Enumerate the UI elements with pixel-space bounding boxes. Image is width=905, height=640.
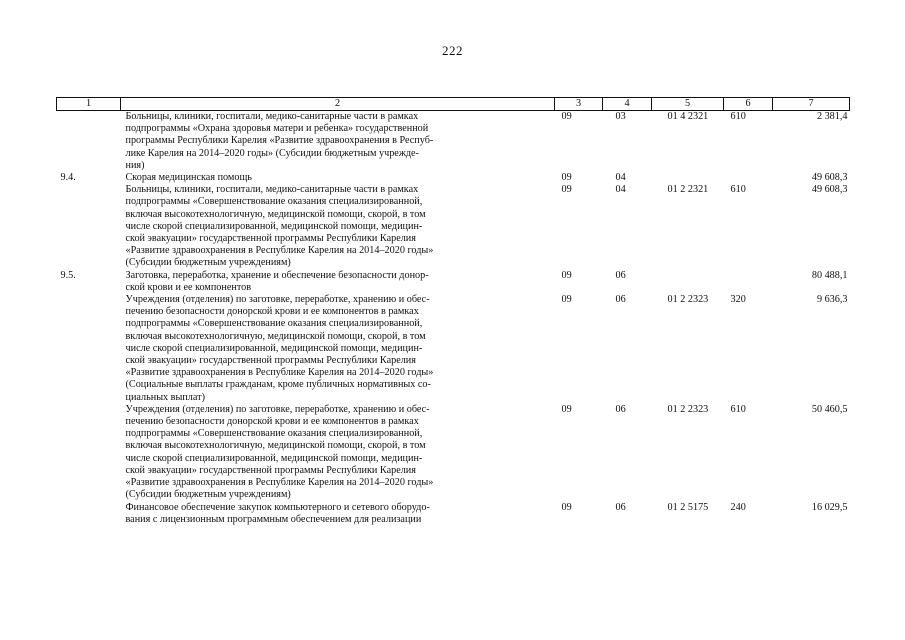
row-name-line: числе скорой специализированной, медицинской помощи, медицин- [125, 452, 423, 464]
row-number-cell [57, 294, 121, 404]
section-code-cell: 09 [561, 172, 572, 184]
subsection-code-cell: 03 [615, 111, 626, 122]
target-article-cell [652, 172, 724, 184]
expense-type-cell: 320 [730, 294, 746, 306]
target-article-cell: 01 4 2321 [667, 111, 709, 122]
budget-table [56, 97, 850, 526]
amount-cell: 2 381,4 [816, 111, 848, 122]
row-name-line: ской эвакуации» государственной программы Республики Карелия [125, 464, 416, 476]
row-name-line: (Субсидии бюджетным учреждениям) [125, 257, 291, 269]
column-header-5: 5 [652, 98, 724, 111]
table-row [57, 270, 850, 294]
row-name-cell [121, 270, 555, 294]
target-article-cell [652, 270, 724, 294]
row-name-cell [121, 172, 555, 184]
target-article-cell: 01 2 2323 [667, 403, 709, 415]
row-name-line: подпрограммы «Совершенствование оказания специализированной, [125, 196, 423, 208]
row-name-cell [121, 184, 555, 269]
amount-cell: 49 608,3 [811, 184, 848, 196]
subsection-code-cell: 06 [615, 403, 626, 415]
target-article-cell: 01 2 2323 [667, 294, 709, 306]
row-name-line: (Социальные выплаты гражданам, кроме публичных нормативных со- [125, 379, 431, 391]
row-name-line: вания с лицензионным программным обеспечением для реализации [125, 513, 422, 525]
row-name-cell [121, 294, 555, 404]
row-number-cell [57, 502, 121, 526]
row-name-line: Больницы, клиники, госпитали, медико-санитарные части в рамках [125, 111, 419, 122]
table-row [57, 111, 850, 173]
column-header-4: 4 [603, 98, 652, 111]
column-header-2: 2 [121, 98, 555, 111]
table-header-row [57, 98, 850, 111]
row-name-line: ской эвакуации» государственной программы Республики Карелия [125, 233, 416, 245]
section-code-cell: 09 [561, 403, 572, 415]
row-name-line: подпрограммы «Охрана здоровья матери и ребенка» государственной [125, 123, 429, 135]
row-number-cell [57, 111, 121, 173]
row-name-line: числе скорой специализированной, медицинской помощи, медицин- [125, 342, 423, 354]
table-row [57, 294, 850, 404]
page-number: 222 [442, 43, 463, 58]
table-row [57, 502, 850, 526]
expense-type-cell: 240 [730, 501, 746, 513]
column-header-3: 3 [555, 98, 603, 111]
amount-cell: 50 460,5 [811, 403, 848, 415]
row-name-line: «Развитие здравоохранения в Республике Карелия на 2014–2020 годы» [125, 367, 434, 379]
row-name-line: печению безопасности донорской крови и ее компонентов в рамках [125, 306, 419, 318]
row-name-line: Больницы, клиники, госпитали, медико-санитарные части в рамках [125, 184, 419, 196]
row-name-line: Скорая медицинская помощь [125, 172, 252, 184]
target-article-cell: 01 2 5175 [667, 501, 709, 513]
expense-type-cell [724, 270, 773, 294]
table-body [57, 111, 850, 526]
section-code-cell: 09 [561, 111, 572, 122]
row-name-line: Учреждения (отделения) по заготовке, переработке, хранению и обес- [125, 403, 430, 415]
row-name-line: лике Карелия на 2014–2020 годы» (Субсидии бюджетным учрежде- [125, 147, 419, 159]
row-name-line: печению безопасности донорской крови и ее компонентов в рамках [125, 416, 419, 428]
amount-cell: 49 608,3 [811, 172, 848, 184]
row-name-cell [121, 111, 555, 173]
row-name-line: программы Республики Карелия «Развитие здравоохранения в Респуб- [125, 135, 434, 147]
column-header-1: 1 [57, 98, 121, 111]
row-name-cell [121, 404, 555, 502]
subsection-code-cell: 04 [615, 184, 626, 196]
expense-type-cell [724, 172, 773, 184]
subsection-code-cell: 06 [615, 269, 626, 281]
row-name-line: ской эвакуации» государственной программы Республики Карелия [125, 355, 416, 367]
column-header-7: 7 [773, 98, 850, 111]
section-code-cell: 09 [561, 269, 572, 281]
row-number-cell [57, 184, 121, 269]
row-name-line: Учреждения (отделения) по заготовке, переработке, хранению и обес- [125, 294, 430, 306]
expense-type-cell: 610 [730, 184, 746, 196]
section-code-cell: 09 [561, 184, 572, 196]
table-row [57, 172, 850, 184]
row-number-cell: 9.5. [60, 269, 76, 281]
amount-cell: 80 488,1 [811, 269, 848, 281]
row-name-line: «Развитие здравоохранения в Республике Карелия на 2014–2020 годы» [125, 477, 434, 489]
row-name-line: циальных выплат) [125, 391, 205, 403]
target-article-cell: 01 2 2321 [667, 184, 709, 196]
section-code-cell: 09 [561, 501, 572, 513]
row-name-line: Заготовка, переработка, хранение и обеспечение безопасности донор- [125, 269, 429, 281]
row-name-cell [121, 502, 555, 526]
row-name-line: «Развитие здравоохранения в Республике Карелия на 2014–2020 годы» [125, 245, 434, 257]
row-name-line: включая высокотехнологичную, медицинской помощи, скорой, в том [125, 208, 426, 220]
section-code-cell: 09 [561, 294, 572, 306]
subsection-code-cell: 06 [615, 294, 626, 306]
row-name-line: включая высокотехнологичную, медицинской помощи, скорой, в том [125, 330, 426, 342]
row-name-line: Финансовое обеспечение закупок компьютерного и сетевого оборудо- [125, 501, 430, 513]
subsection-code-cell: 06 [615, 501, 626, 513]
table-row [57, 184, 850, 269]
row-name-line: числе скорой специализированной, медицинской помощи, медицин- [125, 220, 423, 232]
row-name-line: подпрограммы «Совершенствование оказания специализированной, [125, 428, 423, 440]
row-name-line: включая высокотехнологичную, медицинской помощи, скорой, в том [125, 440, 426, 452]
expense-type-cell: 610 [730, 111, 746, 122]
row-number-cell [57, 404, 121, 502]
subsection-code-cell: 04 [615, 172, 626, 184]
expense-type-cell: 610 [730, 403, 746, 415]
row-name-line: ской крови и ее компонентов [125, 281, 252, 293]
row-name-line: ния) [125, 159, 145, 171]
amount-cell: 9 636,3 [816, 294, 848, 306]
column-header-6: 6 [724, 98, 773, 111]
amount-cell: 16 029,5 [811, 501, 848, 513]
table-row [57, 404, 850, 502]
row-number-cell: 9.4. [60, 172, 76, 184]
row-name-line: подпрограммы «Совершенствование оказания специализированной, [125, 318, 423, 330]
row-name-line: (Субсидии бюджетным учреждениям) [125, 489, 291, 501]
